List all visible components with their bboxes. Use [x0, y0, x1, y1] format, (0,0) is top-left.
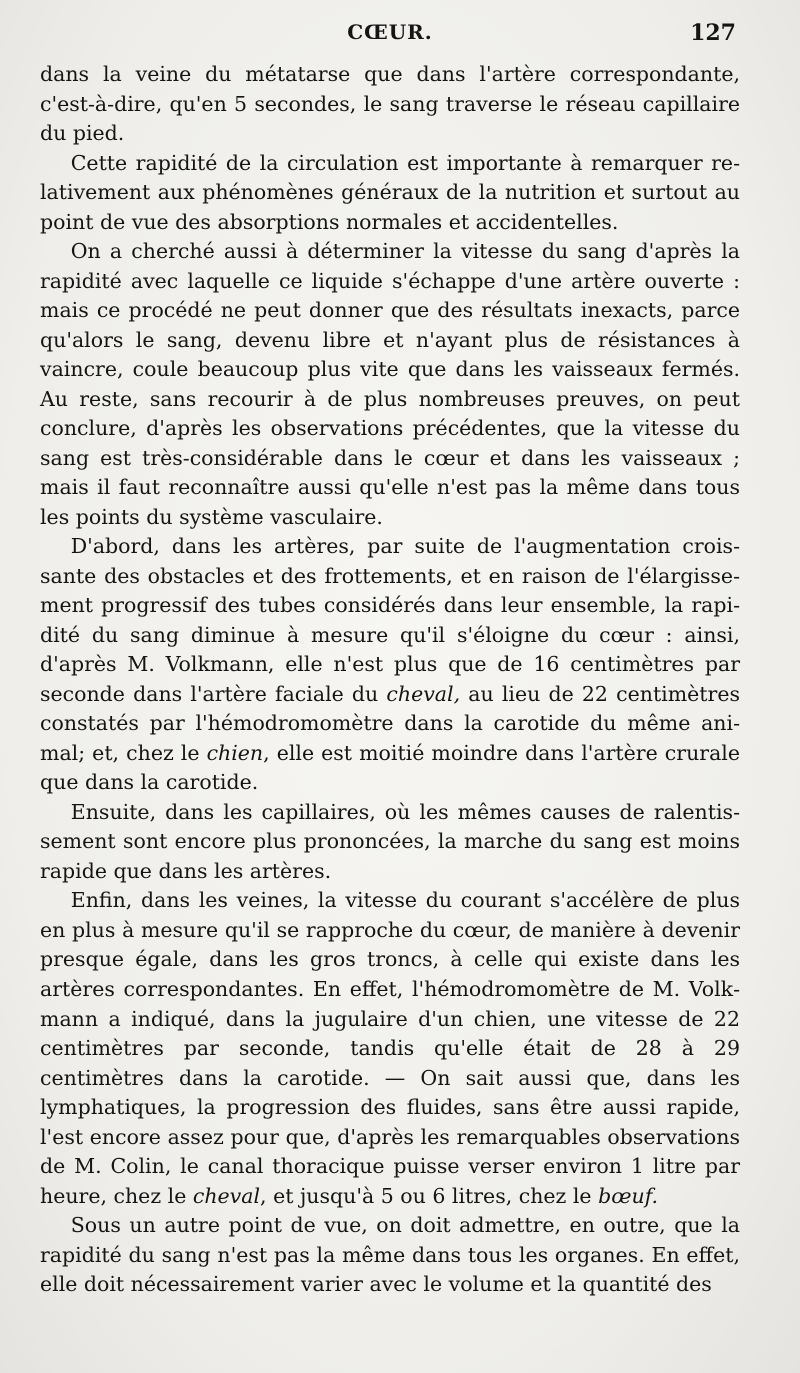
running-title: CŒUR. [347, 20, 433, 44]
paragraph [40, 149, 740, 238]
text-run: , elle est moitié moindre dans l'artère crurale que dans la carotide. [40, 740, 740, 795]
text-run: Enfin, dans les veines, la vitesse du courant s'accélère de plus en plus à mesure qu'il se rapproche du cœur, de manière à devenir presque égale, dans les gros troncs, à celle qui existe dans les artères correspondantes. En effet, l'hémodromomètre de M. Volkmann a indiqué, dans la jugulaire d'un chien, une vitesse de 22 centimètres par seconde, tandis qu'elle était de 28 à 29 centimètres dans la carotide. — On sait aussi que, dans les lymphatiques, la progression des fluides, sans être aussi rapide, l'est encore assez pour que, d'après les remarquables observations de M. Colin, le canal thoracique puisse verser environ 1 litre par heure, chez le [40, 888, 740, 1208]
paragraph [40, 798, 740, 887]
paragraph [40, 60, 740, 149]
text-run: Ensuite, dans les capillaires, où les mêmes causes de ralentissement sont encore plus prononcées, la marche du sang est moins rapide que dans les artères. [40, 799, 740, 883]
text-run: au lieu de 22 centimètres constatés par l'hémodromomètre dans la carotide du même animal; et, chez le [40, 681, 740, 765]
italic-text-run: cheval [192, 1183, 261, 1208]
running-head [40, 20, 740, 54]
body-text [40, 60, 740, 1300]
text-run: D'abord, dans les artères, par suite de l'augmentation croissante des obstacles et des frottements, et en raison de l'élargissement progressif des tubes considérés dans leur ensemble, la rapidité du sang diminue à mesure qu'il s'éloigne du cœur : ainsi, d'après M. Volkmann, elle n'est plus que de 16 centimètres par seconde dans l'artère faciale du [40, 534, 740, 706]
page-number: 127 [690, 20, 736, 46]
paragraph [40, 1211, 740, 1300]
italic-text-run: bœuf. [598, 1183, 659, 1208]
text-run: dans la veine du métatarse que dans l'artère correspondante, c'est-à-dire, qu'en 5 secondes, le sang traverse le réseau capillaire du pied. [40, 62, 740, 146]
text-run: , et jusqu'à 5 ou 6 litres, chez le [260, 1183, 599, 1208]
italic-text-run: cheval, [386, 681, 461, 706]
italic-text-run: chien [206, 740, 264, 765]
text-run: Cette rapidité de la circulation est importante à remarquer relativement aux phénomènes généraux de la nutrition et surtout au point de vue des absorptions normales et accidentelles. [40, 150, 740, 234]
text-run: Sous un autre point de vue, on doit admettre, en outre, que la rapidité du sang n'est pas la même dans tous les organes. En effet, elle doit nécessairement varier avec le volume et la quantité des [40, 1213, 740, 1297]
paragraph [40, 237, 740, 532]
text-run: On a cherché aussi à déterminer la vitesse du sang d'après la rapidité avec laquelle ce liquide s'échappe d'une artère ouverte : mais ce procédé ne peut donner que des résultats inexacts, parce qu'alors le sang, devenu libre et n'ayant plus de résistances à vaincre, coule beaucoup plus vite que dans les vaisseaux fermés. Au reste, sans recourir à de plus nombreuses preuves, on peut conclure, d'après les observations précédentes, que la vitesse du sang est très-considérable dans le cœur et dans les vaisseaux ; mais il faut reconnaître aussi qu'elle n'est pas la même dans tous les points du système vasculaire. [40, 239, 740, 529]
paragraph [40, 886, 740, 1211]
paragraph [40, 532, 740, 798]
